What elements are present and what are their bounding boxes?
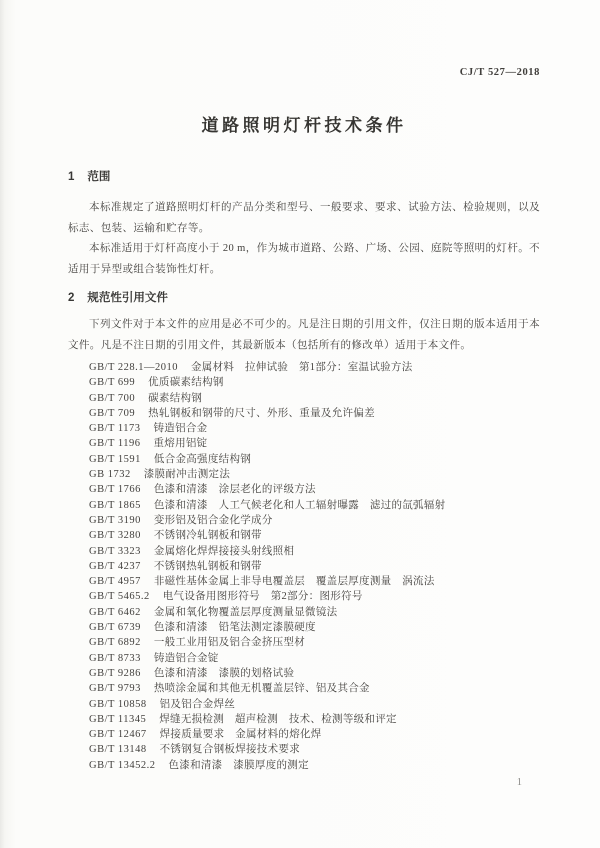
reference-code: GB/T 9793 <box>89 683 141 695</box>
reference-row <box>89 559 540 574</box>
section-2-heading <box>68 291 540 306</box>
reference-title: 不锈钢复合钢板焊接技术要求 <box>159 744 301 756</box>
reference-list <box>68 360 540 773</box>
section-1-heading <box>68 170 540 185</box>
reference-row <box>89 574 540 589</box>
reference-row <box>89 375 540 390</box>
reference-row <box>89 605 540 620</box>
reference-row <box>89 436 540 451</box>
reference-title: 金属和氧化物覆盖层厚度测量显微镜法 <box>153 606 338 618</box>
reference-title: 铸造铝合金锭 <box>153 652 219 664</box>
reference-code: GB/T 3280 <box>89 530 141 542</box>
reference-row <box>89 712 540 727</box>
reference-title: 碳素结构钢 <box>148 392 203 404</box>
reference-code: GB/T 8733 <box>89 652 141 664</box>
paragraph-scope-2: 本标准适用于灯杆高度小于 20 m，作为城市道路、公路、广场、公园、庭院等照明的灯杆。不适用于异型或组合装饰性灯杆。 <box>68 243 541 275</box>
reference-row <box>89 544 540 559</box>
reference-title: 金属熔化焊焊接接头射线照相 <box>153 545 295 557</box>
reference-row <box>89 421 540 436</box>
reference-code: GB/T 10858 <box>89 698 147 710</box>
reference-row <box>89 635 540 650</box>
reference-code: GB/T 4237 <box>89 560 141 572</box>
doc-title: 道路照明灯杆技术条件 <box>201 116 407 135</box>
reference-title: 变形铝及铝合金化学成分 <box>153 514 273 526</box>
reference-row <box>89 742 540 757</box>
reference-title: 色漆和清漆 铅笔法测定漆膜硬度 <box>153 622 316 634</box>
reference-title: 色漆和清漆 漆膜的划格试验 <box>153 667 295 679</box>
reference-title: 电气设备用图形符号 第2部分：图形符号 <box>162 591 363 603</box>
section-normative-references <box>68 291 540 773</box>
reference-code: GB/T 4957 <box>89 576 141 588</box>
reference-code: GB/T 228.1—2010 <box>89 362 178 373</box>
reference-title: 铸造铝合金 <box>153 423 208 435</box>
reference-row <box>89 651 540 666</box>
reference-title: 一般工业用铝及铝合金挤压型材 <box>153 637 306 649</box>
reference-row <box>89 467 540 482</box>
reference-row <box>89 482 540 497</box>
reference-code: GB 1732 <box>89 469 131 481</box>
reference-title: 焊缝无损检测 超声检测 技术、检测等级和评定 <box>159 713 397 725</box>
reference-row <box>89 697 540 712</box>
reference-title: 非磁性基体金属上非导电覆盖层 覆盖层厚度测量 涡流法 <box>153 576 435 588</box>
section-2-number: 2 <box>68 292 75 304</box>
reference-title: 热喷涂金属和其他无机覆盖层锌、铝及其合金 <box>153 683 370 695</box>
reference-title: 低合金高强度结构钢 <box>153 453 252 465</box>
reference-row <box>89 452 540 467</box>
section-1-title: 范围 <box>87 171 111 183</box>
reference-row <box>89 360 540 375</box>
reference-code: GB/T 11345 <box>89 713 147 725</box>
reference-title: 色漆和清漆 涂层老化的评级方法 <box>153 484 316 496</box>
reference-title: 优质碳素结构钢 <box>148 377 224 389</box>
reference-code: GB/T 700 <box>89 392 136 404</box>
section-1-number: 1 <box>68 171 75 183</box>
reference-title: 不锈钢冷轧钢板和钢带 <box>153 530 262 542</box>
reference-row <box>89 498 540 513</box>
reference-code: GB/T 709 <box>89 407 136 419</box>
reference-title: 色漆和清漆 人工气候老化和人工辐射曝露 滤过的氙弧辐射 <box>153 499 446 511</box>
section-2-title: 规范性引用文件 <box>87 292 168 304</box>
reference-code: GB/T 1196 <box>89 438 141 450</box>
reference-code: GB/T 1591 <box>89 453 141 465</box>
reference-code: GB/T 699 <box>89 377 136 389</box>
reference-title: 重熔用铝锭 <box>153 438 208 450</box>
reference-row <box>89 681 540 696</box>
reference-row <box>89 758 540 773</box>
reference-code: GB/T 6892 <box>89 637 141 649</box>
reference-code: GB/T 6462 <box>89 606 141 618</box>
section-scope <box>68 170 540 280</box>
reference-title: 热轧钢板和钢带的尺寸、外形、重量及允许偏差 <box>148 407 375 419</box>
reference-code: GB/T 3190 <box>89 514 141 526</box>
reference-code: GB/T 5465.2 <box>89 591 150 603</box>
reference-title: 不锈钢热轧钢板和钢带 <box>153 560 262 572</box>
paragraph-references-intro: 下列文件对于本文件的应用是必不可少的。凡是注日期的引用文件，仅注日期的版本适用于本文件。凡是不注日期的引用文件，其最新版本（包括所有的修改单）适用于本文件。 <box>68 319 540 351</box>
reference-code: GB/T 1173 <box>89 423 141 435</box>
page-number: 1 <box>516 777 522 788</box>
reference-code: GB/T 13452.2 <box>89 759 156 771</box>
reference-code: GB/T 1865 <box>89 499 141 511</box>
reference-row <box>89 620 540 635</box>
reference-title: 色漆和清漆 漆膜厚度的测定 <box>168 759 309 771</box>
reference-code: GB/T 6739 <box>89 622 141 634</box>
reference-code: GB/T 13148 <box>89 744 147 756</box>
reference-code: GB/T 9286 <box>89 667 141 679</box>
reference-code: GB/T 12467 <box>89 729 147 741</box>
reference-title: 金属材料 拉伸试验 第1部分：室温试验方法 <box>190 362 413 373</box>
reference-row <box>89 513 540 528</box>
reference-row <box>89 666 540 681</box>
reference-title: 焊接质量要求 金属材料的熔化焊 <box>159 729 322 741</box>
reference-code: GB/T 3323 <box>89 545 141 557</box>
reference-row <box>89 391 540 406</box>
doc-number: CJ/T 527—2018 <box>459 67 540 78</box>
reference-row <box>89 589 540 604</box>
reference-title: 漆膜耐冲击测定法 <box>143 469 231 481</box>
reference-title: 铝及铝合金焊丝 <box>159 698 236 710</box>
reference-row <box>89 528 540 543</box>
reference-row <box>89 727 540 742</box>
reference-code: GB/T 1766 <box>89 484 141 496</box>
reference-row <box>89 406 540 421</box>
paragraph-scope-1: 本标准规定了道路照明灯杆的产品分类和型号、一般要求、要求、试验方法、检验规则，以及标志、包装、运输和贮存等。 <box>68 202 540 234</box>
